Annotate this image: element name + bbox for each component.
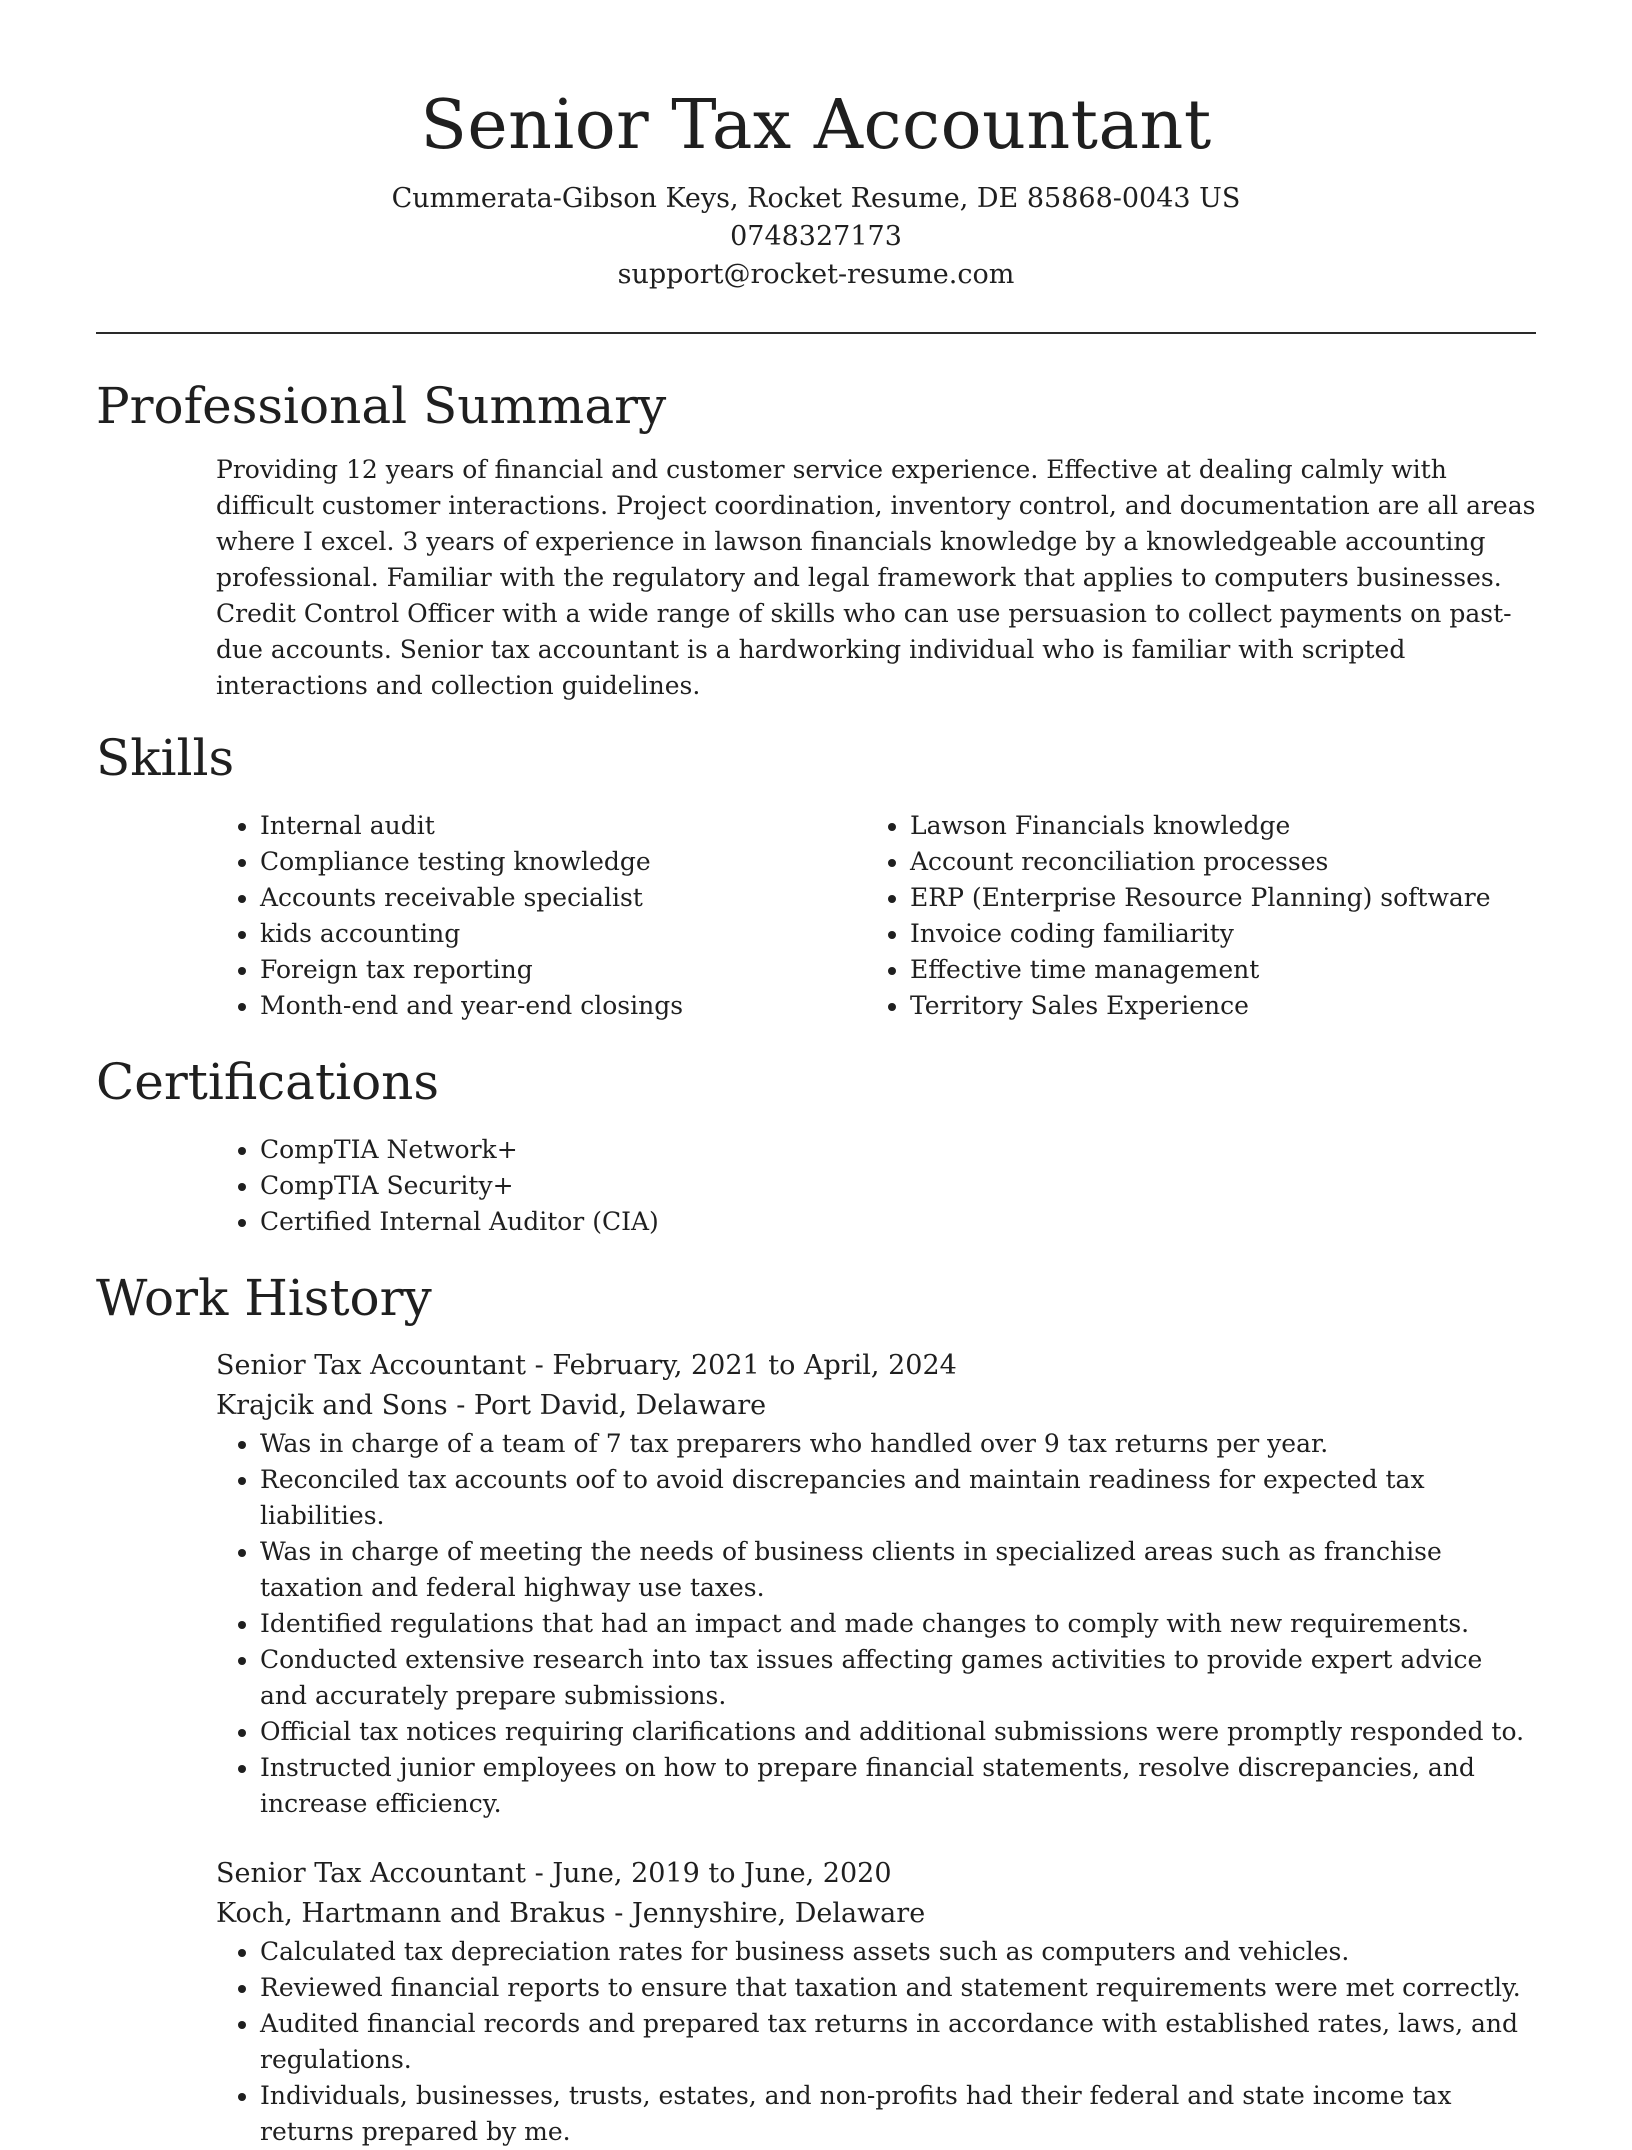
job-title: Senior Tax Accountant xyxy=(216,1858,527,1889)
contact-address: Cummerata-Gibson Keys, Rocket Resume, DE 85868-0043 US xyxy=(391,183,1241,214)
list-item: • Account reconciliation processes xyxy=(910,844,1516,880)
job-bullets xyxy=(216,1934,1536,2150)
list-item: • Lawson Financials knowledge xyxy=(910,808,1516,844)
skills-section xyxy=(96,726,1536,1024)
list-item: • Reviewed financial reports to ensure that taxation and statement requirements were met correctly. xyxy=(260,1970,1536,2006)
list-item: • Was in charge of a team of 7 tax preparers who handled over 9 tax returns per year. xyxy=(260,1426,1536,1462)
job-title-line xyxy=(216,1854,1536,1894)
list-item: • Individuals, businesses, trusts, estates, and non-profits had their federal and state income tax returns prepared by me. xyxy=(260,2078,1536,2150)
job-location: Jennyshire, Delaware xyxy=(631,1898,926,1929)
list-item: • Internal audit xyxy=(260,808,866,844)
list-item: • Reconciled tax accounts oof to avoid discrepancies and maintain readiness for expected tax liabilities. xyxy=(260,1462,1536,1534)
list-item: • CompTIA Security+ xyxy=(260,1168,1536,1204)
summary-text: Providing 12 years of financial and customer service experience. Effective at dealing calmly with difficult customer interactions. Project coordination, inventory control, and documentation are all areas where I excel. 3 years of experience in lawson financials knowledge by a knowledgeable accounting professional. Familiar with the regulatory and legal framework that applies to computers businesses. Credit Control Officer with a wide range of skills who can use persuasion to collect payments on past-due accounts. Senior tax accountant is a hardworking individual who is familiar with scripted interactions and collection guidelines. xyxy=(216,455,1536,700)
list-item: • Certified Internal Auditor (CIA) xyxy=(260,1204,1536,1240)
skills-list-left xyxy=(216,808,866,1024)
list-item: • Foreign tax reporting xyxy=(260,952,866,988)
contact-block xyxy=(96,180,1536,294)
job-dates: February, 2021 to April, 2024 xyxy=(552,1350,957,1381)
job-bullets xyxy=(216,1426,1536,1822)
list-item: • Territory Sales Experience xyxy=(910,988,1516,1024)
list-item: • kids accounting xyxy=(260,916,866,952)
separator: - xyxy=(526,1350,553,1381)
list-item: • CompTIA Network+ xyxy=(260,1132,1536,1168)
work-history-heading: Work History xyxy=(96,1269,432,1327)
list-item: • Official tax notices requiring clarifications and additional submissions were promptly responded to. xyxy=(260,1714,1536,1750)
job-entry xyxy=(96,1854,1536,2150)
list-item: • Instructed junior employees on how to prepare financial statements, resolve discrepancies, and increase efficiency. xyxy=(260,1750,1536,1822)
resume-name: Senior Tax Accountant xyxy=(420,86,1212,165)
list-item: • Accounts receivable specialist xyxy=(260,880,866,916)
contact-email: support@rocket-resume.com xyxy=(617,259,1015,290)
resume-header xyxy=(96,0,1536,294)
job-company-line xyxy=(216,1894,1536,1934)
certifications-section xyxy=(96,1050,1536,1240)
list-item: • Calculated tax depreciation rates for business assets such as computers and vehicles. xyxy=(260,1934,1536,1970)
list-item: • ERP (Enterprise Resource Planning) software xyxy=(910,880,1516,916)
separator: - xyxy=(447,1390,474,1421)
list-item: • Was in charge of meeting the needs of business clients in specialized areas such as franchise taxation and federal highway use taxes. xyxy=(260,1534,1536,1606)
job-dates: June, 2019 to June, 2020 xyxy=(552,1858,892,1889)
list-item: • Conducted extensive research into tax issues affecting games activities to provide expert advice and accurately prepare submissions. xyxy=(260,1642,1536,1714)
work-history-section xyxy=(96,1266,1536,2150)
list-item: • Effective time management xyxy=(910,952,1516,988)
skills-columns xyxy=(96,808,1536,1024)
separator: - xyxy=(526,1858,553,1889)
contact-phone: 0748327173 xyxy=(730,221,902,252)
job-company-line xyxy=(216,1386,1536,1426)
separator: - xyxy=(605,1898,632,1929)
header-divider xyxy=(96,332,1536,334)
list-item: • Month-end and year-end closings xyxy=(260,988,866,1024)
job-location: Port David, Delaware xyxy=(473,1390,767,1421)
list-item: • Compliance testing knowledge xyxy=(260,844,866,880)
job-company: Koch, Hartmann and Brakus xyxy=(216,1898,606,1929)
certifications-heading: Certifications xyxy=(96,1053,440,1111)
certifications-list xyxy=(216,1132,1536,1240)
job-company: Krajcik and Sons xyxy=(216,1390,448,1421)
skills-heading: Skills xyxy=(96,729,235,787)
list-item: • Invoice coding familiarity xyxy=(910,916,1516,952)
list-item: • Identified regulations that had an impact and made changes to comply with new requirements. xyxy=(260,1606,1536,1642)
job-title: Senior Tax Accountant xyxy=(216,1350,527,1381)
job-entry xyxy=(96,1346,1536,1822)
job-title-line xyxy=(216,1346,1536,1386)
skills-list-right xyxy=(866,808,1516,1024)
list-item: • Audited financial records and prepared tax returns in accordance with established rates, laws, and regulations. xyxy=(260,2006,1536,2078)
summary-section xyxy=(96,374,1536,704)
summary-heading: Professional Summary xyxy=(96,377,667,435)
